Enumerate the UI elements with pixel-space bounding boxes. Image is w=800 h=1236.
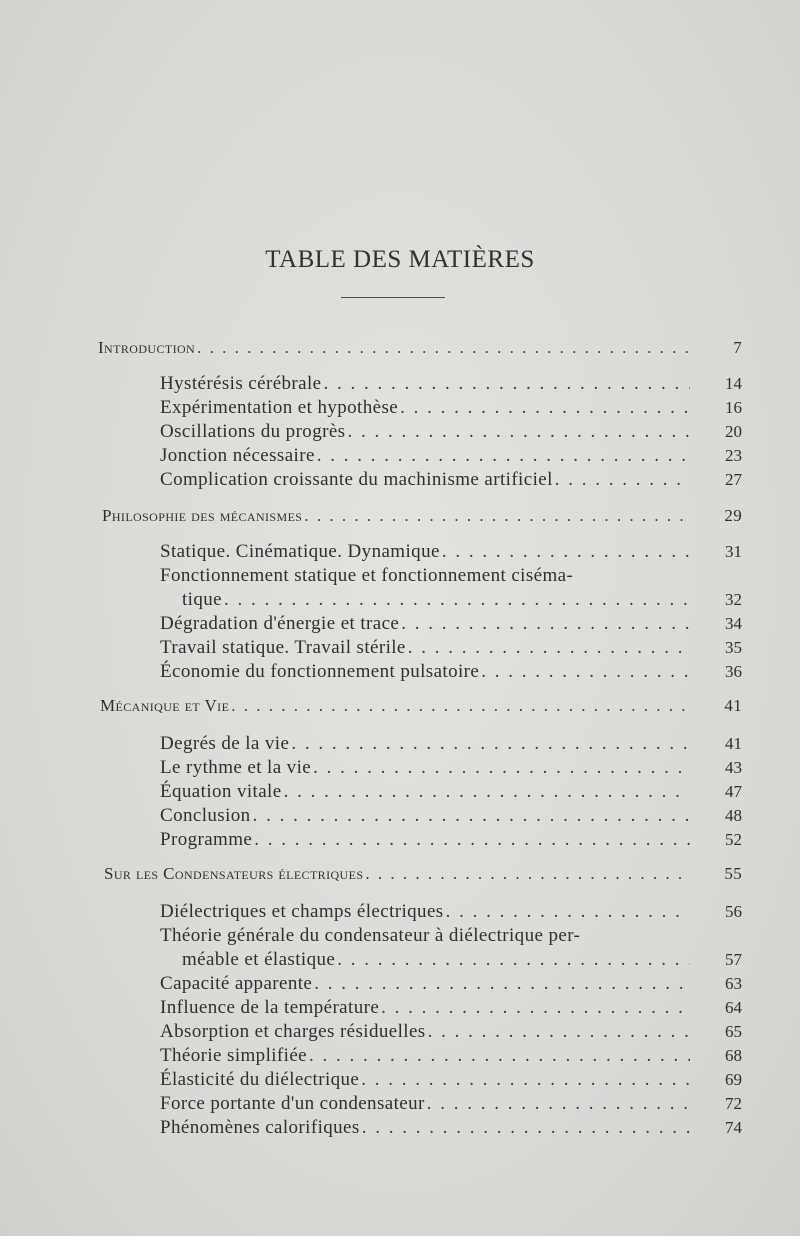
toc-entry: Économie du fonctionnement pulsatoire . . . 36 — [160, 660, 690, 684]
leader-dots — [195, 336, 690, 360]
toc-entry: Jonction nécessaire . . . 23 — [160, 444, 690, 468]
toc-entry: Force portante d'un condensateur . . . 72 — [160, 1092, 690, 1116]
toc-entry: Élasticité du diélectrique . . . 69 — [160, 1068, 690, 1092]
toc-section-mecanique: Mécanique et Vie . . . 41 — [100, 694, 690, 718]
toc-entry: Absorption et charges résiduelles . . . 65 — [160, 1020, 690, 1044]
toc-entry: Phénomènes calorifiques . . . 74 — [160, 1116, 690, 1140]
toc-entry: Programme . . . 52 — [160, 828, 690, 852]
toc-entry-line1: Fonctionnement statique et fonctionnement ciséma- — [160, 565, 574, 586]
toc-section-condensateurs: Sur les Condensateurs électriques . . . 55 — [104, 862, 690, 886]
toc-entry: Travail statique. Travail stérile . . . 35 — [160, 636, 690, 660]
toc-entry: Degrés de la vie . . . 41 — [160, 732, 690, 756]
toc-entry: Le rythme et la vie . . . 43 — [160, 756, 690, 780]
toc-entry: Expérimentation et hypothèse . . . 16 — [160, 396, 690, 420]
toc-entry: Dégradation d'énergie et trace . . . 34 — [160, 612, 690, 636]
page-title: TABLE DES MATIÈRES — [265, 246, 535, 273]
toc-entry: Équation vitale . . . 47 — [160, 780, 690, 804]
toc-section-philosophie: Philosophie des mécanismes . . . 29 — [102, 504, 690, 528]
toc-entry: Conclusion . . . 48 — [160, 804, 690, 828]
toc-section-introduction — [98, 336, 742, 360]
toc-entry: Complication croissante du machinisme artificiel . . . 27 — [160, 468, 690, 492]
toc-entry-line1: Théorie générale du condensateur à diélectrique per- — [160, 925, 581, 946]
title-rule — [341, 297, 445, 298]
toc-entry: Capacité apparente . . . 63 — [160, 972, 690, 996]
toc-entry: tique . . . 32 — [182, 588, 690, 612]
toc-entry: Statique. Cinématique. Dynamique . . . 31 — [160, 540, 690, 564]
toc-entry: Diélectriques et champs électriques . . . 56 — [160, 900, 690, 924]
toc-entry: méable et élastique . . . 57 — [182, 948, 690, 972]
toc-entry: Oscillations du progrès . . . 20 — [160, 420, 690, 444]
toc-entry: Hystérésis cérébrale . . . 14 — [160, 372, 690, 396]
toc-entry: Théorie simplifiée . . . 68 — [160, 1044, 690, 1068]
toc-page: 7 — [733, 338, 742, 357]
toc-label: Introduction — [98, 338, 196, 357]
toc-entry: Influence de la température . . . 64 — [160, 996, 690, 1020]
